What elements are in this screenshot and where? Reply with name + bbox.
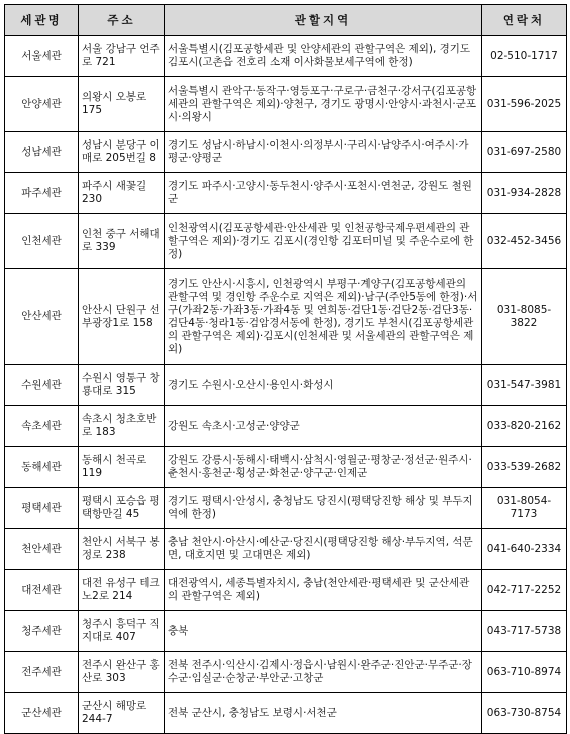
office-name: 인천세관 (5, 214, 79, 269)
office-address: 수원시 영통구 창룡대로 315 (79, 365, 165, 406)
office-phone: 043-717-5738 (482, 611, 567, 652)
header-address: 주소 (79, 5, 165, 36)
office-address: 성남시 분당구 이매로 205번길 8 (79, 132, 165, 173)
table-row (5, 652, 567, 693)
office-jurisdiction: 서울특별시(김포공항세관 및 안양세관의 관할구역은 제외), 경기도 김포시(고촌읍 전호리 소재 이사화물보세구역에 한정) (165, 36, 482, 77)
table-row (5, 214, 567, 269)
office-address: 의왕시 오봉로 175 (79, 77, 165, 132)
office-name: 평택세관 (5, 488, 79, 529)
header-contact: 연락처 (482, 5, 567, 36)
office-address: 청주시 흥덕구 직지대로 407 (79, 611, 165, 652)
office-name: 대전세관 (5, 570, 79, 611)
office-jurisdiction: 경기도 안산시·시흥시, 인천광역시 부평구·계양구(김포공항세관의 관할구역 및 경인항 주운수로 지역은 제외)·남구(주안5동에 한정)·서구(가좌2동·가좌3동·가좌4동 및 연희동·검단1동·검단2동·검단3동·검단4동·청라1동·검암경서동에 한정), 경기도 부천시(김포공항세관의 관할구역은 제외)·김포시(인천세관 및 서울세관의 관할구역은 제외) (165, 269, 482, 365)
table-row (5, 77, 567, 132)
table-row (5, 173, 567, 214)
table-row (5, 269, 567, 365)
header-row (5, 5, 567, 36)
office-name: 안산세관 (5, 269, 79, 365)
office-phone: 033-539-2682 (482, 447, 567, 488)
office-name: 서울세관 (5, 36, 79, 77)
office-address: 군산시 해망로 244-7 (79, 693, 165, 734)
office-phone: 032-452-3456 (482, 214, 567, 269)
office-jurisdiction: 서울특별시 관악구·동작구·영등포구·구로구·금천구·강서구(김포공항세관의 관할구역은 제외)·양천구, 경기도 광명시·안양시·과천시·군포시·의왕시 (165, 77, 482, 132)
table-row (5, 488, 567, 529)
office-address: 전주시 완산구 홍산로 303 (79, 652, 165, 693)
table-row (5, 447, 567, 488)
table-row (5, 36, 567, 77)
office-address: 안산시 단원구 선부광장1로 158 (79, 269, 165, 365)
office-name: 성남세관 (5, 132, 79, 173)
office-name: 동해세관 (5, 447, 79, 488)
office-phone: 031-934-2828 (482, 173, 567, 214)
office-phone: 063-710-8974 (482, 652, 567, 693)
office-jurisdiction: 충남 천안시·아산시·예산군·당진시(평택당진항 해상·부두지역, 석문면, 대호지면 및 고대면은 제외) (165, 529, 482, 570)
office-address: 대전 유성구 테크노2로 214 (79, 570, 165, 611)
office-jurisdiction: 충북 (165, 611, 482, 652)
office-jurisdiction: 대전광역시, 세종특별자치시, 충남(천안세관·평택세관 및 군산세관의 관할구역은 제외) (165, 570, 482, 611)
header-jurisdiction: 관할지역 (165, 5, 482, 36)
office-phone: 031-8085-3822 (482, 269, 567, 365)
office-jurisdiction: 전북 전주시·익산시·김제시·정읍시·남원시·완주군·진안군·무주군·장수군·임실군·순창군·부안군·고창군 (165, 652, 482, 693)
office-phone: 031-8054-7173 (482, 488, 567, 529)
office-jurisdiction: 경기도 수원시·오산시·용인시·화성시 (165, 365, 482, 406)
office-phone: 063-730-8754 (482, 693, 567, 734)
office-address: 속초시 청초호반로 183 (79, 406, 165, 447)
office-jurisdiction: 경기도 성남시·하남시·이천시·의정부시·구리시·남양주시·여주시·가평군·양평군 (165, 132, 482, 173)
office-name: 수원세관 (5, 365, 79, 406)
office-phone: 033-820-2162 (482, 406, 567, 447)
table-row (5, 529, 567, 570)
header-office-name: 세관명 (5, 5, 79, 36)
table-row (5, 406, 567, 447)
office-phone: 02-510-1717 (482, 36, 567, 77)
office-phone: 042-717-2252 (482, 570, 567, 611)
table-row (5, 365, 567, 406)
office-phone: 031-697-2580 (482, 132, 567, 173)
office-name: 군산세관 (5, 693, 79, 734)
table-row (5, 611, 567, 652)
office-name: 청주세관 (5, 611, 79, 652)
table-row (5, 693, 567, 734)
office-address: 천안시 서북구 봉정로 238 (79, 529, 165, 570)
office-jurisdiction: 강원도 강릉시·동해시·태백시·삼척시·영월군·평창군·정선군·원주시·춘천시·홍천군·횡성군·화천군·양구군·인제군 (165, 447, 482, 488)
office-address: 서울 강남구 언주로 721 (79, 36, 165, 77)
office-jurisdiction: 경기도 파주시·고양시·동두천시·양주시·포천시·연천군, 강원도 철원군 (165, 173, 482, 214)
office-address: 인천 중구 서해대로 339 (79, 214, 165, 269)
office-address: 평택시 포승읍 평택항만길 45 (79, 488, 165, 529)
office-name: 천안세관 (5, 529, 79, 570)
office-name: 안양세관 (5, 77, 79, 132)
office-jurisdiction: 전북 군산시, 충청남도 보령시·서천군 (165, 693, 482, 734)
office-jurisdiction: 경기도 평택시·안성시, 충청남도 당진시(평택당진항 해상 및 부두지역에 한정) (165, 488, 482, 529)
office-phone: 041-640-2334 (482, 529, 567, 570)
table-row (5, 570, 567, 611)
office-address: 파주시 새꽃길 230 (79, 173, 165, 214)
customs-office-table (4, 4, 567, 734)
table-row (5, 132, 567, 173)
office-name: 파주세관 (5, 173, 79, 214)
office-phone: 031-547-3981 (482, 365, 567, 406)
office-phone: 031-596-2025 (482, 77, 567, 132)
office-jurisdiction: 강원도 속초시·고성군·양양군 (165, 406, 482, 447)
office-jurisdiction: 인천광역시(김포공항세관·안산세관 및 인천공항국제우편세관의 관할구역은 제외)·경기도 김포시(경인항 김포터미널 및 주운수로에 한정) (165, 214, 482, 269)
office-name: 속초세관 (5, 406, 79, 447)
office-address: 동해시 천곡로 119 (79, 447, 165, 488)
office-name: 전주세관 (5, 652, 79, 693)
